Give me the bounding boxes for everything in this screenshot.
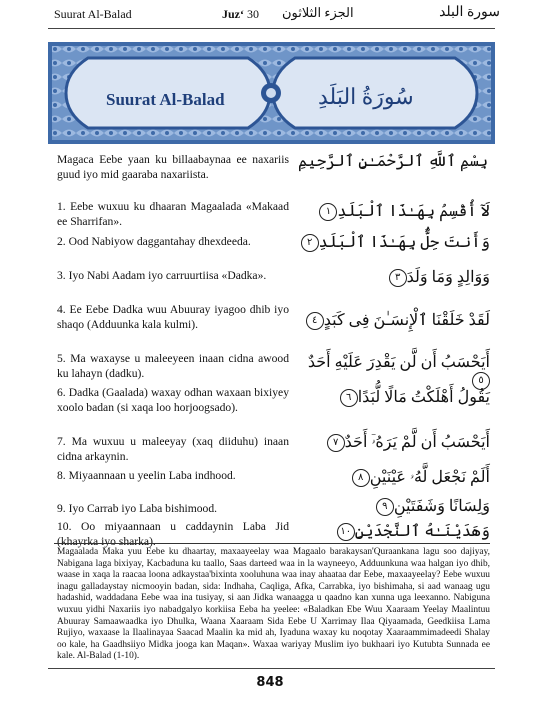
verse-arabic-9 (296, 496, 490, 516)
verse-arabic-text: وَأَنتَ حِلٌّۢ بِهَـٰذَا ٱلْبَلَدِ (318, 234, 490, 251)
header-juz-number: 30 (247, 7, 259, 21)
verse-arabic-text: وَهَدَيْنَـٰهُ ٱلنَّجْدَيْنِ (354, 523, 490, 540)
verse-arabic-6 (296, 387, 490, 407)
verse-translation-4: 4. Ee Eebe Dadka wuu Abuuray iyagoo dhib iyo shaqo (Adduunka kala kulmi). (57, 303, 289, 331)
verse-arabic-text: يَقُولُ أَهْلَكْتُ مَالًا لُّبَدًا (357, 389, 490, 406)
page-header (0, 0, 540, 28)
basmala: بِسْمِ ٱللَّهِ ٱلرَّحْمَـٰنِ ٱلرَّحِيمِ (297, 153, 489, 170)
verse-arabic-text: أَيَحْسَبُ أَن لَّمْ يَرَهُۥٓ أَحَدٌ (344, 434, 490, 451)
verse-translation-5: 5. Ma waxayse u maleeyeen inaan cidna awood ku lahayn (dadku). (57, 352, 289, 380)
verse-translation-6: 6. Dadka (Gaalada) waxay odhan waxaan bixiyey xoolo badan (si xaqa loo horjoogsado). (57, 386, 289, 414)
page-number: 848 (256, 675, 284, 690)
verse-translation-7: 7. Ma wuxuu u maleeyay (xaq diiduhu) inaan cidna arkaynin. (57, 435, 289, 463)
banner-title-ar: سُورَةُ البَلَدِ (318, 84, 414, 109)
verse-arabic-3 (296, 267, 490, 287)
header-juz (222, 7, 259, 22)
verse-arabic-7 (296, 432, 490, 452)
verse-arabic-4 (296, 310, 490, 330)
verse-arabic-5 (296, 352, 490, 390)
verse-arabic-8 (296, 467, 490, 487)
verse-number-marker: ٦ (340, 389, 358, 407)
verse-arabic-text: وَلِسَانًا وَشَفَتَيْنِ (393, 498, 490, 515)
verse-translation-2: 2. Ood Nabiyow daggantahay dhexdeeda. (57, 235, 251, 248)
verse-arabic-text: لَقَدْ خَلَقْنَا ٱلْإِنسَـٰنَ فِى كَبَدٍ (323, 312, 490, 329)
verse-translation-8: 8. Miyaannaan u yeelin Laba indhood. (57, 469, 236, 482)
header-juz-arabic: الجزء الثلاثون (282, 5, 354, 20)
verse-number-marker: ٤ (306, 312, 324, 330)
verse-number-marker: ١٠ (337, 523, 355, 541)
verse-arabic-10 (296, 521, 490, 541)
verse-translation-3: 3. Iyo Nabi Aadam iyo carruurtiisa «Dadka». (57, 269, 267, 282)
verse-number-marker: ١ (319, 203, 337, 221)
verse-number-marker: ٩ (376, 498, 394, 516)
verse-arabic-1 (296, 201, 490, 221)
intro-text: Magaca Eebe yaan ku billaabaynaa ee naxariis guud iyo mid gaaraba naxariista. (57, 153, 289, 181)
verse-number-marker: ٥ (472, 372, 490, 390)
verse-arabic-text: أَيَحْسَبُ أَن لَّن يَقْدِرَ عَلَيْهِ أَحَدٌ (307, 354, 490, 371)
verse-number-marker: ٧ (327, 434, 345, 452)
verse-arabic-text: وَوَالِدٍ وَمَا وَلَدَ (406, 269, 490, 286)
verse-translation-10: 10. Oo miyaannaan u caddaynin Laba Jid (khayrka iyo sharka). (57, 520, 289, 548)
verse-number-marker: ٢ (301, 234, 319, 252)
verse-arabic-text: أَلَمْ نَجْعَل لَّهُۥ عَيْنَيْنِ (369, 469, 490, 486)
verse-translation-1: 1. Eebe wuxuu ku dhaaran Magaalada «Makaad ee Sharrifan». (57, 200, 289, 228)
verse-arabic-2 (296, 232, 490, 252)
banner-title-en: Suurat Al-Balad (106, 90, 225, 109)
verse-number-marker: ٨ (352, 469, 370, 487)
header-rule (48, 28, 495, 29)
verse-translation-9: 9. Iyo Carrab iyo Laba bishimood. (57, 502, 218, 515)
verse-arabic-text: لَآ أُقْسِمُ بِهَـٰذَا ٱلْبَلَدِ (337, 203, 490, 220)
header-surah-arabic: سورة البلد (439, 5, 500, 20)
footnote-rule (54, 543, 490, 544)
footer-rule (48, 668, 495, 669)
footnote-commentary: Magaalada Maka yuu Eebe ku dhaartay, maxaayeelay waa Magaalo barakaysan'Quraankana lagu soo dajiyay, Nabigana laga bixiyay, Kacbaduna ku taallo, Saas darteed waa in la wayneeyo, Adduunkuna waa halgan iyo dhib, waase in xaqa la raacaa loona adkaystaa'bixinta xooluhuna waa inay ahaataa dar Eebe, maxaayeelay? Eebe wuxuu inagu galladaystay nicmooyin badan, sida: Indhaha, Caqliga, Afka, Carrabka, iyo bishimaha, si aad wanaag ugu hadashid, waddadana Eebe waa ina tusiyay, si aan Jidka wanaagga u qaadno kan xunna uga leexanno. Nabiguna wuxuu yidhi Naxariis iyo nabadgalyo korkiisa Eeba ha yeelee: «Baladkan Ebe Wuu Xaaraam Yeelay Maalintuu Abuuray Samaawaadka iyo Dhulka, Waana Xaaraam Sida Eebe U Xarrimay Ilaa Qiyaamada, Geedkiisa Lama Rujiyo, waxaase la Ilaalinayaa Saacad Maalin ka mid ah, Iyaduna waxay ku noqotay Xaaraammimadeedi Shalay oo kale, ha Gaadhsiiyo Midka jooga kan Maqan». Waxaa wariyay Muslim iyo bukhaari iyo Kutubta Sunnada ee kale. Al-Balad (1-10). (57, 547, 490, 662)
verse-number-marker: ٣ (389, 269, 407, 287)
header-juz-label: Juz‘ (222, 7, 244, 21)
header-surah-label: Suurat Al-Balad (54, 7, 132, 21)
